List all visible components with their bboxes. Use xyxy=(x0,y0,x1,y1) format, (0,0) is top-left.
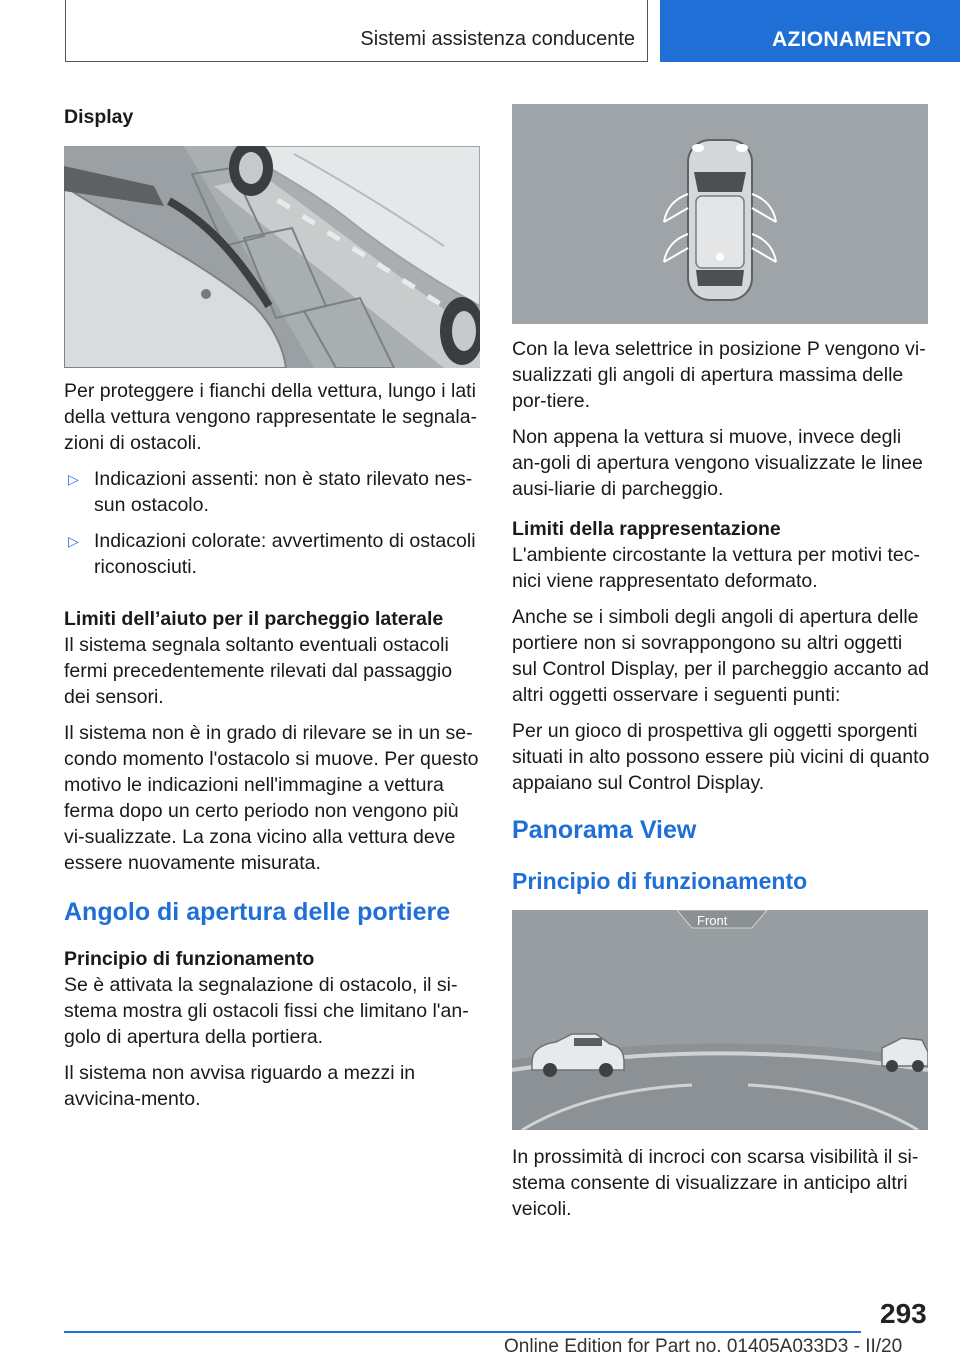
triangle-right-icon: ▷ xyxy=(68,533,79,549)
bullet-colored xyxy=(64,528,482,580)
bullet-no-obstacle-text: Indicazioni assenti: non è stato rilevato nes-sun ostacolo. xyxy=(94,468,473,516)
header-chapter-title: AZIONAMENTO xyxy=(772,28,932,51)
header-chapter-tab xyxy=(660,0,960,62)
representation-limits-paragraph-2: Anche se i simboli degli angoli di apertura delle portiere non si sovrappongono su altri oggetti sul Control Display, per il parcheggio accanto ad altri oggetti osservare i seguenti punti: xyxy=(512,606,929,706)
left-column xyxy=(64,104,482,1122)
door-angle-heading: Angolo di apertura delle portiere xyxy=(64,898,451,926)
panorama-principle-heading: Principio di funzionamento xyxy=(512,868,808,894)
display-heading: Display xyxy=(64,106,134,128)
footer-divider xyxy=(64,1331,861,1333)
bullet-no-obstacle xyxy=(64,466,482,518)
side-limits-paragraph-1: Il sistema segnala soltanto eventuali ostacoli fermi precedentemente rilevati dal passaggio dei sensori. xyxy=(64,634,453,708)
side-limits-heading: Limiti dell’aiuto per il parcheggio laterale xyxy=(64,608,444,630)
side-limits-paragraph-2: Il sistema non è in grado di rilevare se in un se-condo momento l'ostacolo si muove. Per questo motivo le indicazioni nell'immagine a vettura ferma dopo un certo periodo non vengono più vi-sualizzate. La zona vicino alla vettura deve essere nuovamente misurata. xyxy=(64,722,479,874)
bullet-colored-text: Indicazioni colorate: avvertimento di ostacoli riconosciuti. xyxy=(94,530,476,578)
side-protection-paragraph: Per proteggere i fianchi della vettura, lungo i lati della vettura vengono rappresentate le segnala-zioni di ostacoli. xyxy=(64,380,478,454)
panorama-view-illustration xyxy=(512,910,928,1130)
header-section-box xyxy=(65,0,648,62)
door-principle-paragraph-1: Se è attivata la segnalazione di ostacolo, il si-stema mostra gli ostacoli fissi che limitano l'an-golo di apertura della portiera. xyxy=(64,974,469,1048)
representation-limits-paragraph-1: L'ambiente circostante la vettura per motivi tec-nici viene rappresentato deformato. xyxy=(512,544,920,592)
header-section-title: Sistemi assistenza conducente xyxy=(360,28,635,50)
representation-limits-paragraph-3: Per un gioco di prospettiva gli oggetti sporgenti situati in alto possono essere più vicini di quanto appaiano sul Control Display. xyxy=(512,720,930,794)
triangle-right-icon: ▷ xyxy=(68,471,79,487)
front-label: Front xyxy=(697,913,728,928)
selector-p-paragraph: Con la leva selettrice in posizione P vengono vi-sualizzati gli angoli di apertura massima delle por-tiere. xyxy=(512,338,926,412)
page-number: 293 xyxy=(880,1298,927,1329)
door-principle-heading: Principio di funzionamento xyxy=(64,948,315,970)
representation-limits-heading: Limiti della rappresentazione xyxy=(512,518,781,540)
door-principle-paragraph-2: Il sistema non avvisa riguardo a mezzi in avvicina-mento. xyxy=(64,1062,416,1110)
right-column xyxy=(512,104,930,1232)
door-angle-illustration xyxy=(512,104,928,324)
edition-text: Online Edition for Part no. 01405A033D3 - II/20 xyxy=(504,1336,903,1357)
intersection-visibility-paragraph: In prossimità di incroci con scarsa visibilità il si-stema consente di visualizzare in anticipo altri veicoli. xyxy=(512,1146,919,1220)
panorama-view-heading: Panorama View xyxy=(512,816,697,844)
side-parking-illustration xyxy=(64,146,480,368)
vehicle-moving-paragraph: Non appena la vettura si muove, invece degli an-goli di apertura vengono visualizzate le linee ausi-liarie di parcheggio. xyxy=(512,426,923,500)
